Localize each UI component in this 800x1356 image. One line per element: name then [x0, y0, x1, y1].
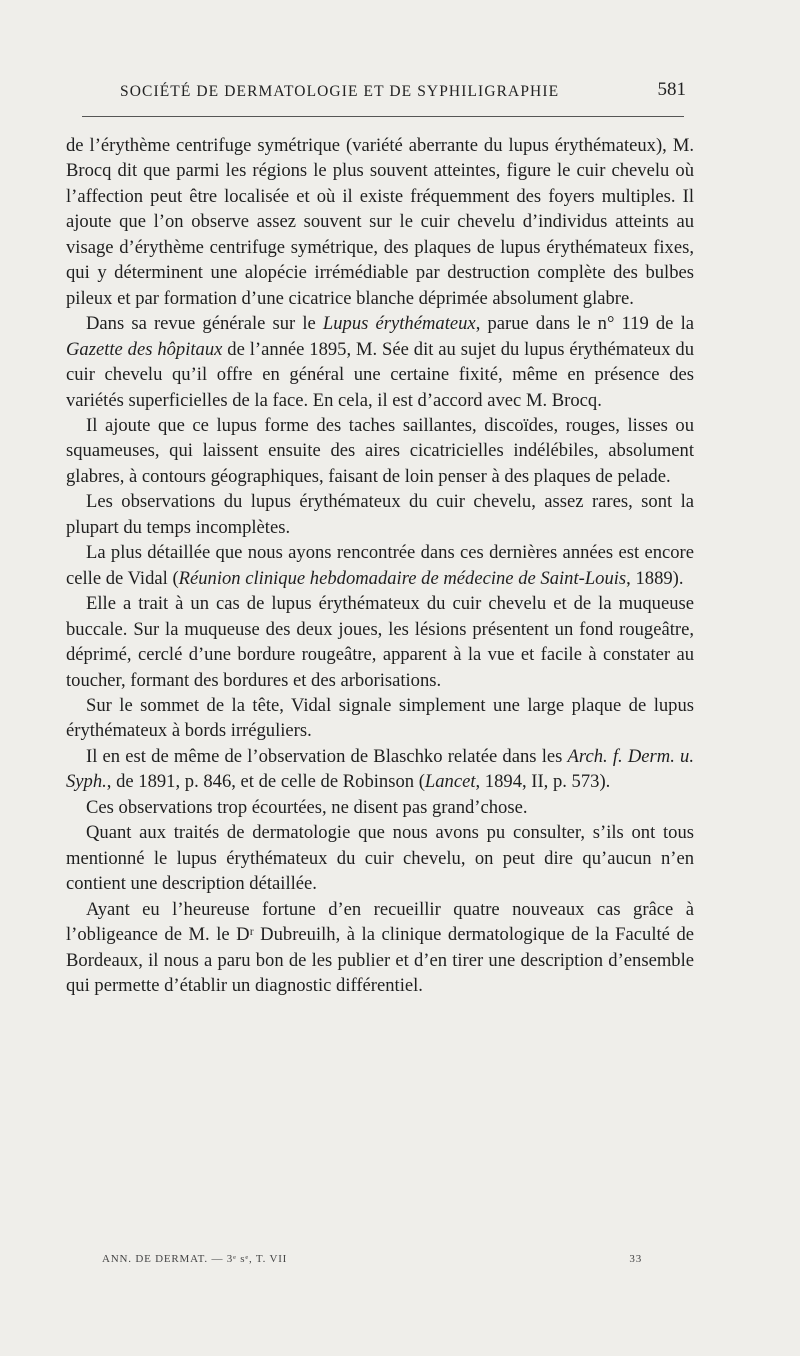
text-run: de l’érythème centrifuge symétrique (variété aberrante du lupus érythémateux), M. Brocq dit que parmi les régions le plus souvent atteintes, figure le cuir chevelu où l’affection peut être localisée et où il existe fréquemment des foyers multiples. Il ajoute que l’on observe assez souvent sur le cuir chevelu d’individus atteints au visage d’érythème centrifuge symétrique, des plaques de lupus érythémateux fixes, qui y déterminent une alopécie irrémédiable par destruction complète des bulbes pileux et par formation d’une cicatrice blanche déprimée absolument glabre. — [66, 135, 694, 309]
page-footer — [102, 1253, 642, 1275]
text-run: La plus détaillée que nous ayons rencontrée dans ces dernières années est encore celle de Vidal ( — [66, 542, 694, 589]
signature-mark: ANN. DE DERMAT. — 3ᵉ sᵉ, T. VII — [102, 1253, 288, 1265]
text-run: Ayant eu l’heureuse fortune d’en recueillir quatre nouveaux cas grâce à l’obligeance de M. le Dʳ Dubreuilh, à la clinique dermatologique de la Faculté de Bordeaux, il nous a paru bon de les publier et d’en tirer une description d’ensemble qui permette d’établir un diagnostic différentiel. — [66, 898, 694, 996]
text-run: Elle a trait à un cas de lupus érythémateux du cuir chevelu et de la muqueuse buccale. Sur la muqueuse des deux joues, les lésions présentent un fond rougeâtre, déprimé, cerclé d’une bordure rougeâtre, apparent à la vue et facile à constater au toucher, formant des bordures et des arborisations. — [66, 593, 694, 691]
text-run: Il en est de même de l’observation de Blaschko relatée dans les — [86, 745, 568, 767]
page-header — [80, 76, 688, 106]
paragraph — [66, 133, 694, 311]
text-run: , parue dans le n° 119 de la — [475, 313, 694, 335]
text-run: Les observations du lupus érythémateux du cuir chevelu, assez rares, sont la plupart du temps incomplètes. — [66, 491, 694, 538]
italic-text: Réunion clinique hebdomadaire de médecine de Saint-Louis — [178, 567, 627, 589]
text-run: Dans sa revue générale sur le — [86, 313, 323, 335]
text-run: de l’année 1895, M. Sée dit au sujet du lupus érythémateux du cuir chevelu qu’il offre en général une certaine fixité, même en présence des variétés superficielles de la face. En cela, il est d’accord avec M. Brocq. — [66, 338, 694, 411]
paragraph — [66, 693, 694, 744]
paragraph — [66, 489, 694, 540]
text-run: , 1889). — [626, 567, 684, 589]
text-run: Sur le sommet de la tête, Vidal signale simplement une large plaque de lupus érythémateux à bords irréguliers. — [66, 694, 694, 742]
paragraph — [66, 540, 694, 591]
paragraph — [66, 820, 694, 896]
body-text — [66, 133, 694, 998]
signature-number: 33 — [629, 1253, 642, 1265]
text-run: Quant aux traités de dermatologie que nous avons pu consulter, s’ils ont tous mentionné le lupus érythémateux du cuir chevelu, on peut dire qu’aucun n’en contient une description détaillée. — [66, 822, 694, 895]
italic-text: Lupus érythémateux — [322, 313, 476, 335]
text-run: Il ajoute que ce lupus forme des taches saillantes, discoïdes, rouges, lisses ou squameuses, qui laissent ensuite des aires cicatricielles indélébiles, absolument glabres, à contours géographiques, faisant de loin penser à des plaques de pelade. — [66, 414, 694, 487]
header-rule — [82, 116, 684, 117]
italic-text: Lancet — [424, 771, 476, 793]
paragraph — [66, 897, 694, 999]
text-run: , de 1891, p. 846, et de celle de Robinson ( — [106, 771, 425, 793]
paragraph — [66, 311, 694, 413]
running-title: SOCIÉTÉ DE DERMATOLOGIE ET DE SYPHILIGRAPHIE — [120, 83, 560, 100]
text-run: , 1894, II, p. 573). — [475, 771, 611, 793]
paragraph — [66, 413, 694, 489]
text-run: Ces observations trop écourtées, ne disent pas grand’chose. — [86, 796, 528, 818]
italic-text: Arch. f. Derm. u. Syph. — [66, 745, 694, 793]
paragraph — [66, 795, 694, 820]
paragraph — [66, 591, 694, 693]
page-number: 581 — [657, 79, 686, 100]
paragraph — [66, 744, 694, 795]
italic-text: Gazette des hôpitaux — [66, 338, 223, 360]
